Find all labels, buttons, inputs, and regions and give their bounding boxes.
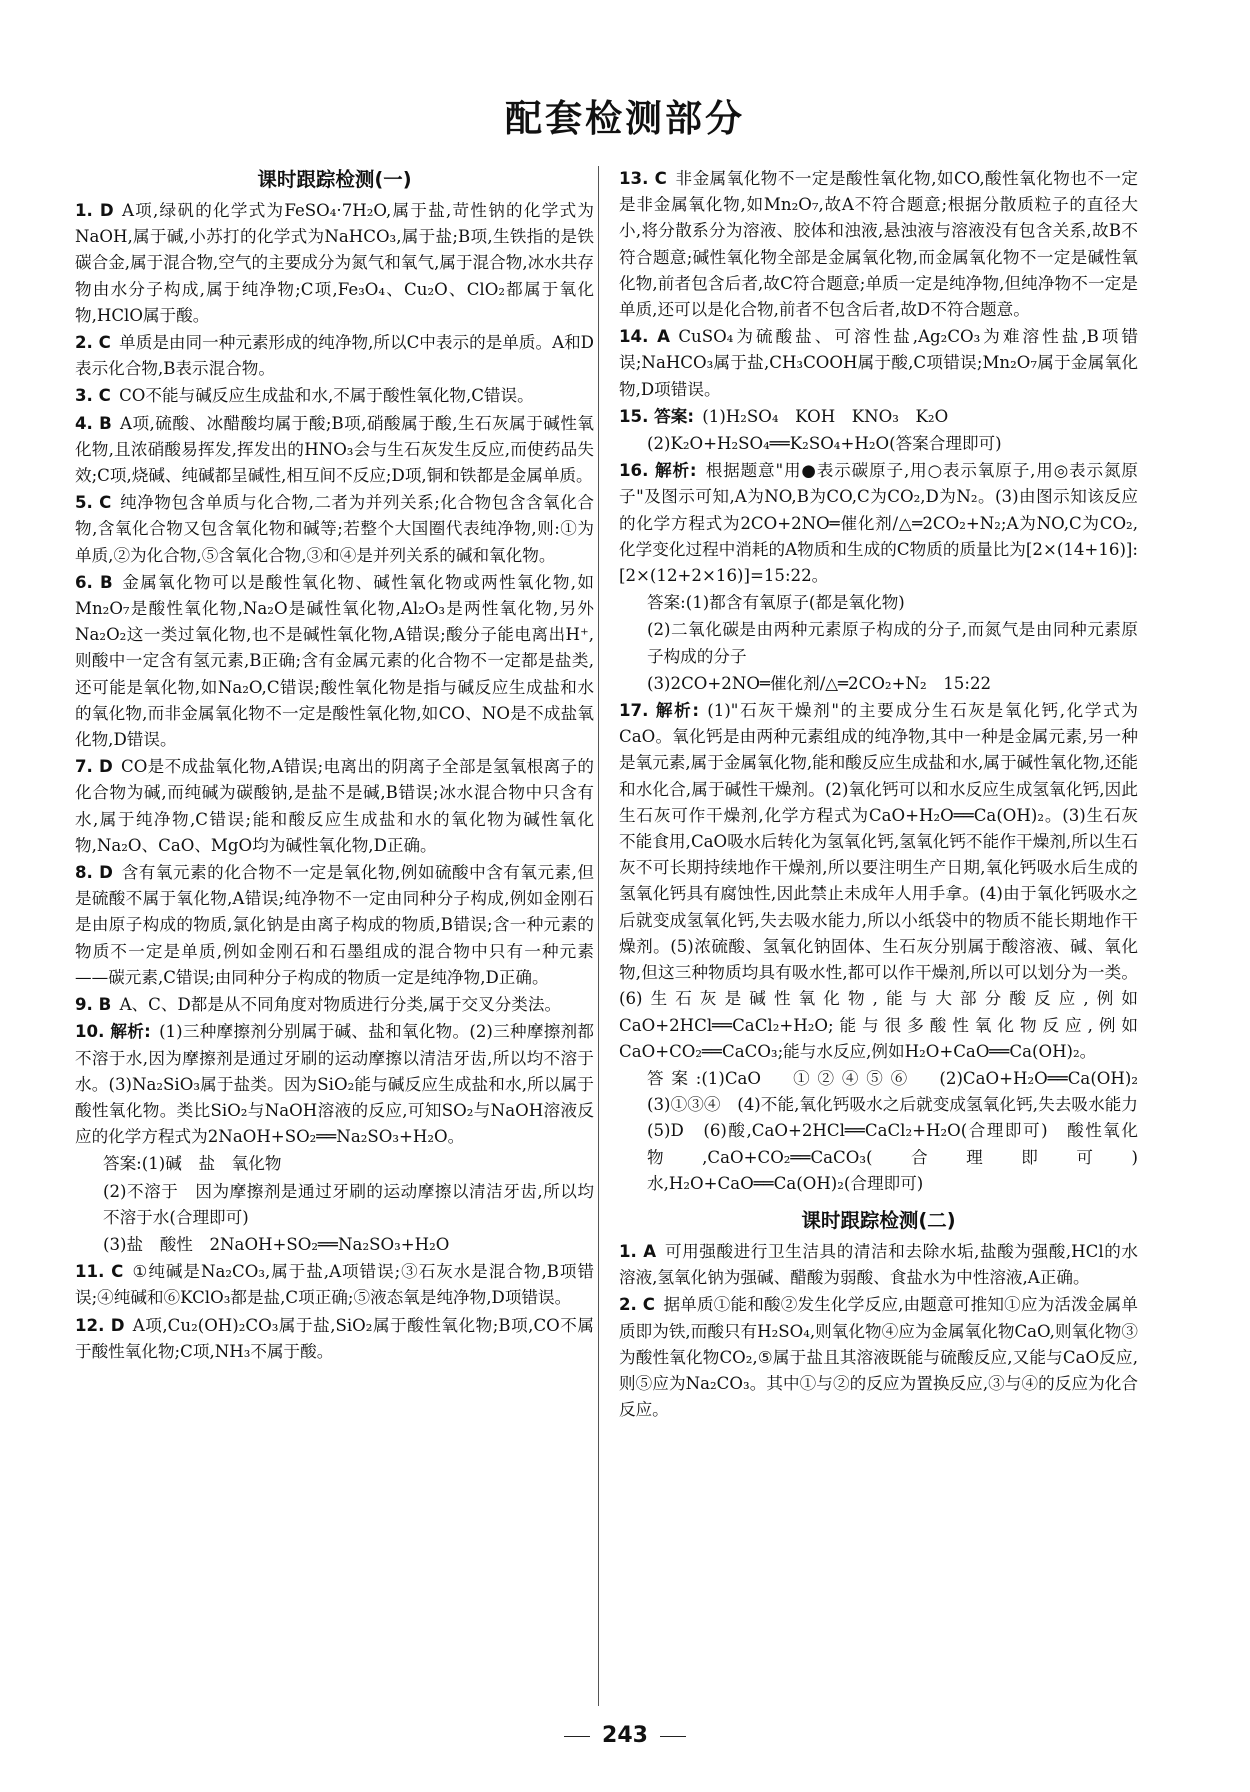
item-text: A项,Cu₂(OH)₂CO₃属于盐,SiO₂属于酸性氧化物;B项,CO不属于酸性氧化物;C项,NH₃不属于酸。 bbox=[75, 1315, 594, 1361]
item-text: (2)K₂O+H₂SO₄══K₂SO₄+H₂O(答案合理即可) bbox=[647, 434, 1002, 454]
item-number: 14. A bbox=[619, 327, 671, 347]
item-text: 金属氧化物可以是酸性氧化物、碱性氧化物或两性氧化物,如Mn₂O₇是酸性氧化物,Na₂O是碱性氧化物,Al₂O₃是两性氧化物,另外Na₂O₂这一类过氧化物,也不是碱性氧化物,A错误;酸分子能电离出H⁺,则酸中一定含有氢元素,B正确;含有金属元素的化合物不一定都是盐类,还可能是氧化物,如Na₂O,C错误;酸性氧化物是指与碱反应生成盐和水的氧化物,而非金属氧化物不一定是酸性氧化物,如CO、NO是不成盐氧化物,D错误。 bbox=[75, 572, 594, 750]
item-text: 单质是由同一种元素形成的纯净物,所以C中表示的是单质。A和D表示化合物,B表示混合物。 bbox=[75, 333, 594, 379]
answer-item bbox=[75, 860, 594, 991]
item-number: 17. 解析: bbox=[619, 701, 699, 721]
item-text: (1)三种摩擦剂分别属于碱、盐和氧化物。(2)三种摩擦剂都不溶于水,因为摩擦剂是通过牙刷的运动摩擦以清洁牙齿,所以均不溶于水。(3)Na₂SiO₃属于盐类。因为SiO₂能与碱反应生成盐和水,所以属于酸性氧化物。类比SiO₂与NaOH溶液的反应,可知SO₂与NaOH溶液反应的化学方程式为2NaOH+SO₂══Na₂SO₃+H₂O。 bbox=[75, 1022, 594, 1147]
item-number: 10. 解析: bbox=[75, 1022, 151, 1042]
item-number: 16. 解析: bbox=[619, 461, 697, 481]
item-text: (3)2CO+2NO═催化剂/△═2CO₂+N₂ 15:22 bbox=[647, 673, 992, 693]
answer-item bbox=[619, 1066, 1155, 1197]
item-number: 1. D bbox=[75, 201, 114, 220]
answer-item bbox=[75, 1151, 594, 1177]
right-items bbox=[619, 166, 1155, 1197]
item-number: 2. C bbox=[619, 1295, 655, 1315]
answer-item bbox=[619, 617, 1138, 669]
item-text: A项,绿矾的化学式为FeSO₄·7H₂O,属于盐,苛性钠的化学式为NaOH,属于碱,小苏打的化学式为NaHCO₃,属于盐;B项,生铁指的是铁碳合金,属于混合物,空气的主要成分为氮气和氧气,属于混合物,冰水共存物由水分子构成,属于纯净物;C项,Fe₃O₄、Cu₂O、ClO₂都属于氧化物,HClO属于酸。 bbox=[75, 201, 594, 325]
item-number: 12. D bbox=[75, 1315, 125, 1335]
answer-item bbox=[75, 330, 594, 382]
item-text: ①纯碱是Na₂CO₃,属于盐,A项错误;③石灰水是混合物,B项错误;④纯碱和⑥KClO₃都是盐,C项正确;⑤液态氧是纯净物,D项错误。 bbox=[75, 1262, 594, 1308]
answer-item bbox=[619, 324, 1138, 403]
item-text: A项,硫酸、冰醋酸均属于酸;B项,硝酸属于酸,生石灰属于碱性氧化物,且浓硝酸易挥发,挥发出的HNO₃会与生石灰发生反应,而使药品失效;C项,烧碱、纯碱都呈碱性,相互间不反应;D项,铜和铁都是金属单质。 bbox=[75, 413, 594, 486]
item-number: 9. B bbox=[75, 995, 112, 1015]
right-items-2 bbox=[619, 1239, 1138, 1423]
answer-item bbox=[619, 1239, 1138, 1291]
answer-item bbox=[75, 1232, 594, 1258]
item-text: 纯净物包含单质与化合物,二者为并列关系;化合物包含含氧化合物,含氧化合物又包含氧化物和碱等;若整个大国圈代表纯净物,则:①为单质,②为化合物,⑤含氧化合物,③和④是并列关系的碱和氧化物。 bbox=[75, 493, 594, 565]
item-text: (1)H₂SO₄ KOH KNO₃ K₂O bbox=[702, 406, 949, 426]
answer-item bbox=[75, 1313, 594, 1365]
section-title-1: 课时跟踪检测(一) bbox=[257, 168, 412, 191]
item-text: 含有氧元素的化合物不一定是氧化物,例如硫酸中含有氧元素,但是硫酸不属于氧化物,A错误;纯净物不一定由同种分子构成,例如金刚石是由原子构成的物质,氯化钠是由离子构成的物质,B错误;含一种元素的物质不一定是单质,例如金刚石和石墨组成的混合物中只有一种元素——碳元素,C错误;由同种分子构成的物质一定是纯净物,D正确。 bbox=[75, 863, 594, 987]
answer-item bbox=[619, 431, 1138, 457]
item-number: 1. A bbox=[619, 1241, 657, 1261]
item-text: 据单质①能和酸②发生化学反应,由题意可推知①应为活泼金属单质即为铁,而酸只有H₂SO₄,则氧化物④应为金属氧化物CaO,则氧化物③为酸性氧化物CO₂,⑤属于盐且其溶液既能与硫酸反应,又能与CaO反应,则⑤应为Na₂CO₃。其中①与②的反应为置换反应,③与④的反应为化合反应。 bbox=[619, 1295, 1138, 1420]
item-text: 答案:(1)都含有氧原子(都是氧化物) bbox=[647, 593, 905, 613]
item-number: 3. C bbox=[75, 386, 111, 406]
section-title-2: 课时跟踪检测(二) bbox=[801, 1208, 956, 1232]
item-number: 8. D bbox=[75, 863, 113, 883]
item-text: CO是不成盐氧化物,A错误;电离出的阴离子全部是氢氧根离子的化合物为碱,而纯碱为碳酸钠,是盐不是碱,B错误;冰水混合物中只含有水,属于纯净物,C错误;能和酸反应生成盐和水的氧化物为碱性氧化物,Na₂O、CaO、MgO均为碱性氧化物,D正确。 bbox=[75, 757, 594, 855]
answer-item bbox=[75, 570, 594, 753]
answer-item bbox=[619, 404, 1138, 430]
answer-item bbox=[619, 166, 1138, 323]
answer-item bbox=[75, 1019, 594, 1150]
right-column bbox=[619, 166, 1155, 1424]
page-title: 配套检测部分 bbox=[505, 97, 745, 140]
item-text: 非金属氧化物不一定是酸性氧化物,如CO,酸性氧化物也不一定是非金属氧化物,如Mn₂O₇,故A不符合题意;根据分散质粒子的直径大小,将分散系分为溶液、胶体和浊液,悬浊液与溶液没有包含关系,故B不符合题意;碱性氧化物全部是金属氧化物,而金属氧化物不一定是碱性氧化物,前者包含后者,故C符合题意;单质一定是纯净物,但纯净物不一定是单质,还可以是化合物,前者不包含后者,故D不符合题意。 bbox=[619, 169, 1138, 320]
item-number: 4. B bbox=[75, 413, 112, 433]
answer-item bbox=[75, 198, 594, 329]
page-number-footer bbox=[0, 1723, 1250, 1748]
answer-item bbox=[619, 590, 1138, 616]
column-divider bbox=[598, 166, 599, 1706]
item-number: 11. C bbox=[75, 1262, 124, 1282]
item-text: (2)二氧化碳是由两种元素原子构成的分子,而氮气是由同种元素原子构成的分子 bbox=[647, 620, 1138, 666]
left-column bbox=[75, 166, 594, 1366]
item-number: 15. 答案: bbox=[619, 406, 694, 426]
answer-item bbox=[75, 411, 594, 490]
answer-item bbox=[75, 490, 594, 569]
item-number: 7. D bbox=[75, 757, 113, 777]
item-text: 根据题意"用●表示碳原子,用○表示氧原子,用◎表示氮原子"及图示可知,A为NO,B为CO,C为CO₂,D为N₂。(3)由图示知该反应的化学方程式为2CO+2NO═催化剂/△═2CO₂+N₂;A为NO,C为CO₂,化学变化过程中消耗的A物质和生成的C物质的质量比为[2×(14+16)]:[2×(12+2×16)]=15:22。 bbox=[619, 461, 1138, 586]
item-number: 5. C bbox=[75, 493, 112, 513]
item-text: (1)"石灰干燥剂"的主要成分生石灰是氧化钙,化学式为CaO。氧化钙是由两种元素组成的纯净物,其中一种是金属元素,另一种是氧元素,属于金属氧化物,能和酸反应生成盐和水,属于碱性氧化物,还能和水化合,属于碱性干燥剂。(2)氧化钙可以和水反应生成氢氧化钙,因此生石灰可作干燥剂,化学方程式为CaO+H₂O══Ca(OH)₂。(3)生石灰不能食用,CaO吸水后转化为氢氧化钙,氢氧化钙不能作干燥剂,所以生石灰不可长期持续地作干燥剂,所以要注明生产日期,氧化钙吸水后生成的氢氧化钙具有腐蚀性,因此禁止未成年人用手拿。(4)由于氧化钙吸水之后就变成氢氧化钙,失去吸水能力,所以小纸袋中的物质不能长期地作干燥剂。(5)浓硫酸、氢氧化钠固体、生石灰分别属于酸溶液、碱、氧化物,但这三种物质均具有吸水性,都可以作干燥剂,所以可以划分为一类。(6)生石灰是碱性氧化物,能与大部分酸反应,例如CaO+2HCl══CaCl₂+H₂O;能与很多酸性氧化物反应,例如CaO+CO₂══CaCO₃;能与水反应,例如H₂O+CaO══Ca(OH)₂。 bbox=[619, 701, 1138, 1061]
left-items bbox=[75, 198, 594, 1365]
answer-item bbox=[75, 383, 594, 409]
answer-item bbox=[75, 1179, 594, 1231]
item-text: 答案:(1)CaO ①②④⑤⑥ (2)CaO+H₂O══Ca(OH)₂ (3)①③④ (4)不能,氧化钙吸水之后就变成氢氧化钙,失去吸水能力 (5)D (6)酸,CaO+2HCl══CaCl₂+H₂O(合理即可) 酸性氧化物,CaO+CO₂══CaCO₃(合理即可) 水,H₂O+CaO══Ca(OH)₂(合理即可) bbox=[647, 1068, 1155, 1193]
answer-item bbox=[619, 698, 1138, 1065]
item-text: (2)不溶于 因为摩擦剂是通过牙刷的运动摩擦以清洁牙齿,所以均不溶于水(合理即可) bbox=[103, 1181, 594, 1227]
footer-dash-right bbox=[660, 1736, 686, 1737]
page-number: 243 bbox=[602, 1723, 648, 1748]
answer-item bbox=[75, 992, 594, 1018]
item-text: CO不能与碱反应生成盐和水,不属于酸性氧化物,C错误。 bbox=[119, 386, 534, 406]
answer-item bbox=[619, 1292, 1138, 1423]
item-number: 13. C bbox=[619, 169, 667, 188]
item-text: CuSO₄为硫酸盐、可溶性盐,Ag₂CO₃为难溶性盐,B项错误;NaHCO₃属于盐,CH₃COOH属于酸,C项错误;Mn₂O₇属于金属氧化物,D项错误。 bbox=[619, 327, 1138, 399]
footer-dash-left bbox=[564, 1736, 590, 1737]
answer-item bbox=[75, 1259, 594, 1311]
answer-item bbox=[619, 458, 1138, 589]
item-text: (3)盐 酸性 2NaOH+SO₂══Na₂SO₃+H₂O bbox=[103, 1234, 450, 1254]
item-text: 可用强酸进行卫生洁具的清洁和去除水垢,盐酸为强酸,HCl的水溶液,氢氧化钠为强碱、醋酸为弱酸、食盐水为中性溶液,A正确。 bbox=[619, 1241, 1138, 1288]
item-text: A、C、D都是从不同角度对物质进行分类,属于交叉分类法。 bbox=[119, 995, 562, 1015]
answer-item bbox=[619, 671, 1138, 697]
answer-item bbox=[75, 754, 594, 859]
item-text: 答案:(1)碱 盐 氧化物 bbox=[103, 1154, 282, 1174]
item-number: 2. C bbox=[75, 333, 111, 353]
item-number: 6. B bbox=[75, 572, 113, 592]
